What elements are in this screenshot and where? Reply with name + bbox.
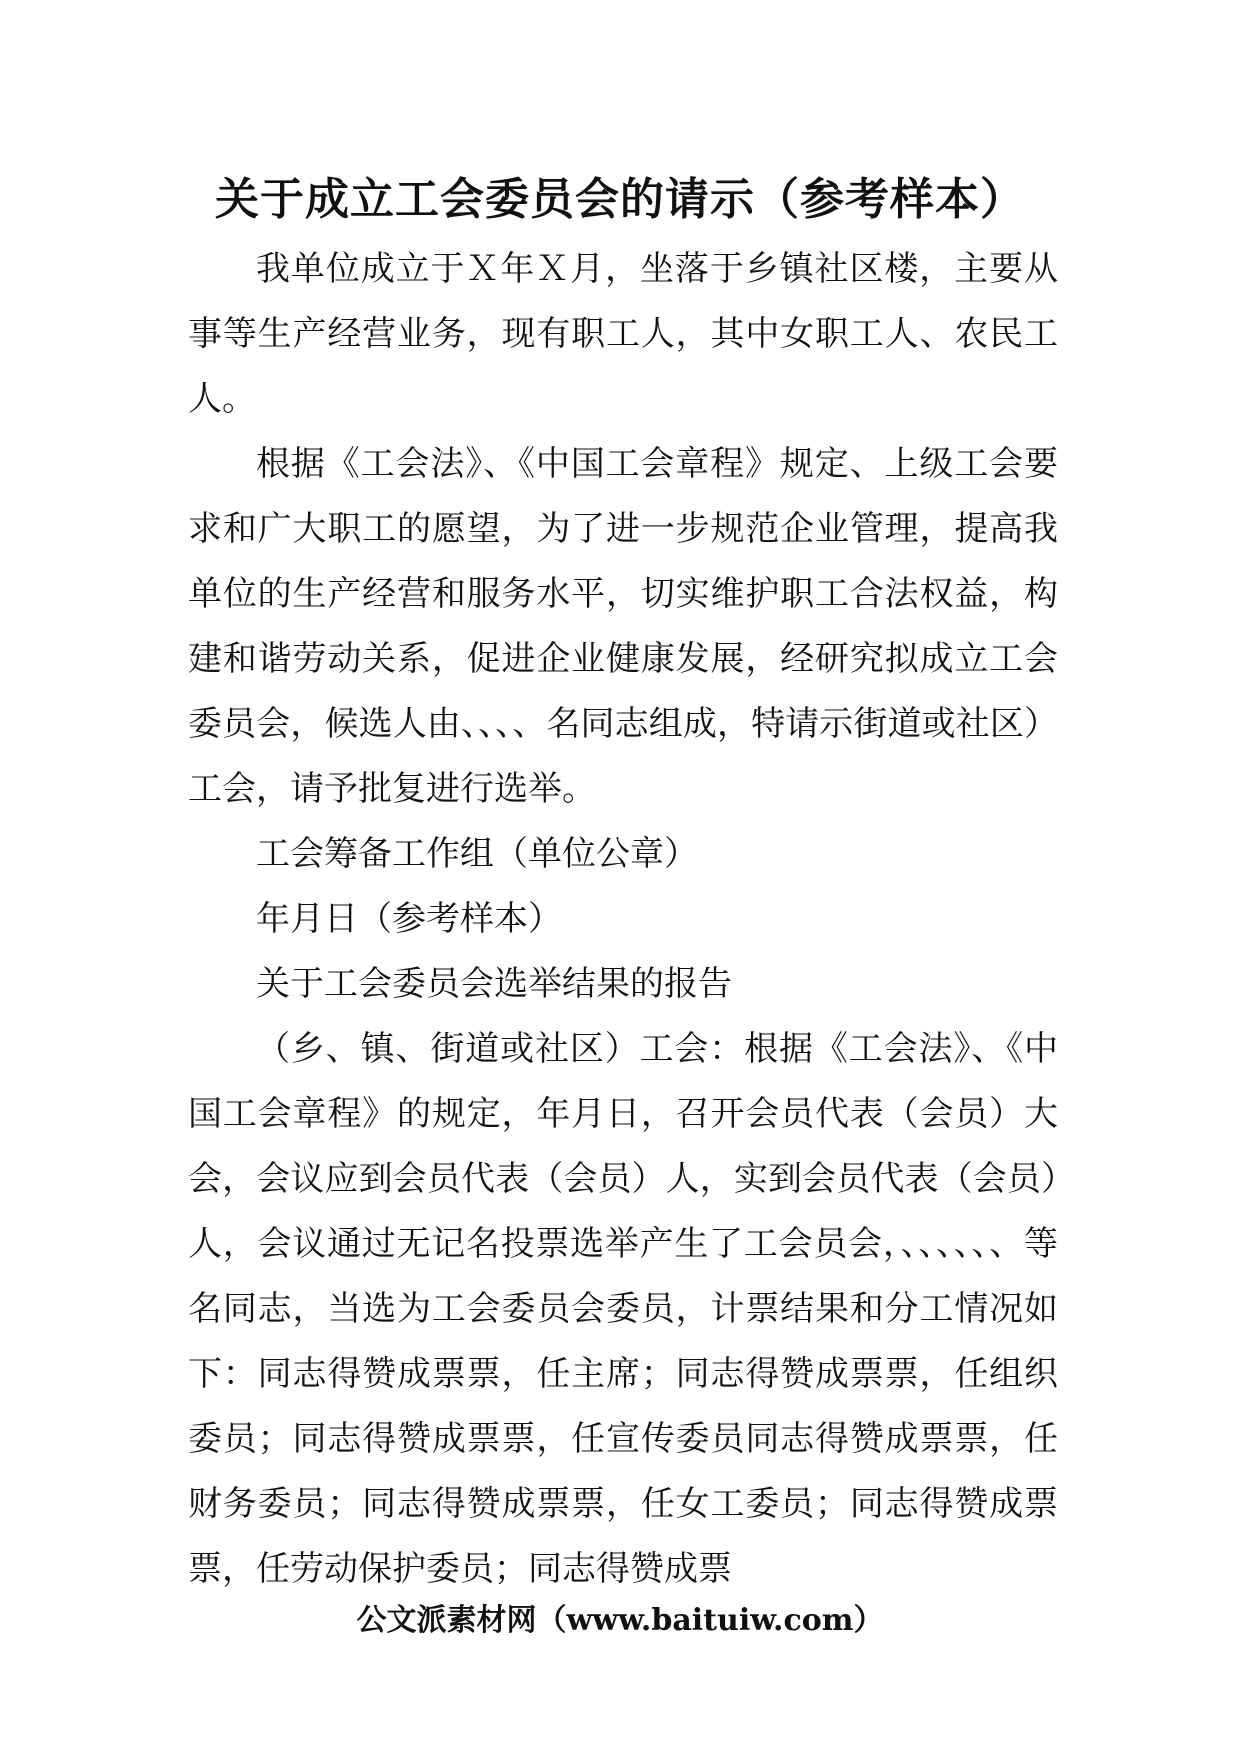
paragraph-report-body: （乡、镇、街道或社区）工会：根据《工会法》、《中国工会章程》的规定，年月日，召开会员代表（会员）大会，会议应到会员代表（会员）人，实到会员代表（会员）人，会议通过无记名投票选举产生了工会员会，、、、、、、等名同志，当选为工会委员会委员，计票结果和分工情况如下：同志得赞成票票，任主席；同志得赞成票票，任组织委员；同志得赞成票票，任宣传委员同志得赞成票票，任财务委员；同志得赞成票票，任女工委员；同志得赞成票票，任劳动保护委员；同志得赞成票 (188, 1029, 1058, 1589)
document-title: 关于成立工会委员会的请示（参考样本） (215, 174, 1025, 225)
footer-watermark: 公文派素材网（www.baituiw.com） (356, 1603, 884, 1638)
paragraph-signature: 工会筹备工作组（单位公章） (256, 834, 698, 874)
paragraph-date: 年月日（参考样本） (256, 899, 562, 939)
document-body (188, 237, 1058, 1602)
paragraph-intro: 我单位成立于Ｘ年Ｘ月，坐落于乡镇社区楼，主要从事等生产经营业务，现有职工人，其中女职工人、农民工人。 (188, 249, 1058, 419)
paragraph-report-title: 关于工会委员会选举结果的报告 (256, 964, 732, 1004)
paragraph-request: 根据《工会法》、《中国工会章程》规定、上级工会要求和广大职工的愿望，为了进一步规范企业管理，提高我单位的生产经营和服务水平，切实维护职工合法权益，构建和谐劳动关系，促进企业健康发展，经研究拟成立工会委员会，候选人由、、、、名同志组成，特请示街道或社区）工会，请予批复进行选举。 (188, 444, 1058, 809)
